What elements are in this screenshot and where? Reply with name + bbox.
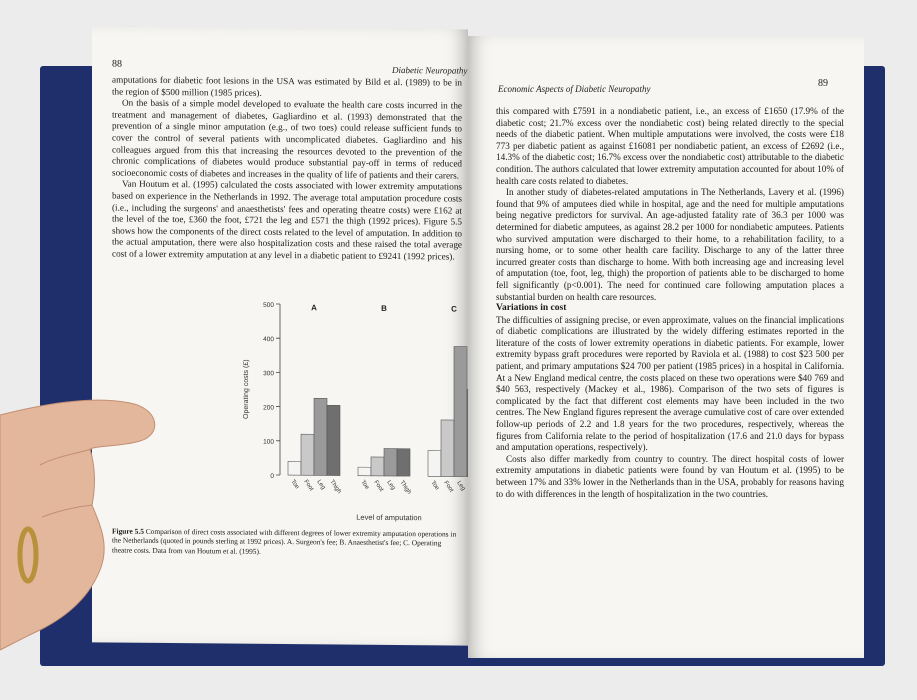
bar [327,405,340,475]
paragraph: Van Houtum et al. (1995) calculated the costs associated with lower extremity amputations based on experience in the Netherlands in 1992. The average total amputation procedure costs (i.e., including the surgeons' and anaesthetists' fees and operating theatre costs) were £162 at the level of the toe, £360 the foot, £721 the leg and £571 the thigh (1992 prices). Figure 5.5 shows how the components of the direct costs related to the level of amputation. In addition to the actual amputation, there were also hospitalization costs and these raised the total average cost of a lower extremity amputation at any level in a diabetic patient to £9241 (1992 prices). [112,178,462,262]
category-label: Toe [429,480,440,492]
y-tick-label: 300 [263,370,274,378]
category-label: Foot [302,478,315,493]
right-page [468,36,864,658]
category-label: Toe [359,479,370,491]
section-heading: Variations in cost [496,303,567,314]
bar [428,451,441,477]
y-tick-label: 200 [263,404,274,412]
bar [314,398,327,475]
group-label: A [311,303,317,313]
category-label: Foot [442,480,455,494]
page-number: 88 [112,58,122,70]
category-label: Leg [455,480,467,492]
y-tick-label: 0 [270,472,274,480]
caption-text: Comparison of direct costs associated with different degrees of lower extremity amputation operations in the Netherlands (quoted in pounds sterling at 1992 prices). A. Surgeon's fee; B. Anaesthetist's fee; C. Operating theatre costs. Data from van Houtum et al. (1995). [112,526,457,556]
figure-label: Figure 5.5 [112,526,144,536]
bar [288,461,301,475]
category-label: Thigh [328,479,342,495]
bar [301,434,314,475]
bar [371,457,384,476]
body-text [496,106,844,500]
paragraph: amputations for diabetic foot lesions in the USA was estimated by Bild et al. (1989) to be in the region of $500 million (1985 prices). [112,74,462,98]
category-label: Toe [289,478,300,491]
bar [397,449,410,476]
paragraph: this compared with £7591 in a nondiabetic patient, i.e., an excess of £1650 (17.9% of the diabetic cost; 21.7% excess over the nondiabetic cost) being related directly to the special needs of the diabetic patient. When multiple amputations were involved, the costs were £18 773 per diabetic patient as against £16081 per nondiabetic patient, an excess of £2692 (i.e., 14.3% of the diabetic cost; 16.7% excess over the nondiabetic cost) attributable to the diabetic condition. The authors calculated that lower extremity amputation accounted for about 10% of health care costs related to diabetes. [496,106,844,186]
hand-holding-book [0,395,170,655]
category-label: Foot [372,479,385,493]
running-head: Economic Aspects of Diabetic Neuropathy [498,84,651,94]
y-tick-label: 100 [263,438,274,446]
y-tick-label: 400 [263,336,274,344]
paragraph: On the basis of a simple model developed to evaluate the health care costs incurred in the treatment and management of diabetes, Gagliardino et al. (1993) demonstrated that the prevention of a single minor amputation (e.g., of two toes) could release sufficient funds to cover the control of several patients with uncomplicated diabetes. Gagliardino and his colleagues argued from this that increasing the resources devoted to the prevention of the chronic complications of diabetes would produce substantial pay-off in terms of reduced socioeconomic costs of diabetes and increases in the quality of life of patients and their carers. [112,97,462,181]
bar-chart [232,290,472,527]
category-label: Leg [385,479,397,492]
category-label: Thigh [398,479,412,496]
group-label: C [451,304,457,314]
y-axis-label: Operating costs (£) [243,359,250,420]
category-label: Leg [315,479,327,491]
bar [454,347,467,477]
paragraph: Costs also differ markedly from country to country. The direct hospital costs of lower extremity amputations in diabetic patients were found by van Houtum et al. (1995) to be between 17% and 33% lower in the Netherlands than in the USA, probably for reasons having to do with differences in the length of hospitalization in the two countries. [496,453,844,499]
bar [358,467,371,476]
body-text [112,75,462,264]
running-head: Diabetic Neuropathy [392,64,468,76]
group-label: B [381,303,387,313]
page-number: 89 [818,78,828,89]
bar [441,420,454,477]
paragraph: In another study of diabetes-related amputations in The Netherlands, Lavery et al. (1996) found that 9% of amputees died while in hospital, age and the need for multiple amputations being negative predictors for survival. An age-adjusted fatality rate of 36.3 per 1000 was determined for diabetic amputees, as against 28.2 per 1000 for nondiabetic amputees. Patients who survived amputation were discharged to their home, to a rehabilitation facility, to a nursing home, or to some other health care facility. Discharge to any of the latter three incurred greater costs than discharge to home. With both increasing age and increasing level of amputation (toe, foot, leg, thigh) the proportion of patients able to be discharged to home fell significantly (p<0.001). The need for continued care following amputation places a substantial burden on health care resources. [496,187,844,302]
paragraph: The difficulties of assigning precise, or even approximate, values on the financial implications of diabetic complications are illustrated by the widely differing estimates reported in the literature of the costs of lower extremity operations in diabetic patients. For example, lower extremity bypass graft procedures were reported by Raviola et al. (1988) to cost $23 500 per patient, and primary amputations $24 700 per patient (1985 prices) in a hospital in California. At a New England medical centre, the costs placed on these two operations were $40 769 and $40 563, respectively (Mackey et al., 1986). Comparison of the two sets of figures is complicated by the fact that different cost elements may have been included in the two centres. The New England figures represent the average cumulative cost of care over extended follow-up periods of 2.2 and 1.8 years for the two procedures, respectively, whereas the figures from California relate to the period of hospitalization (17.6 and 21.0 days for bypass and amputation operations, respectively). [496,314,844,453]
y-tick-label: 500 [263,301,274,309]
x-axis-label: Level of amputation [356,512,422,523]
bar [384,449,397,476]
